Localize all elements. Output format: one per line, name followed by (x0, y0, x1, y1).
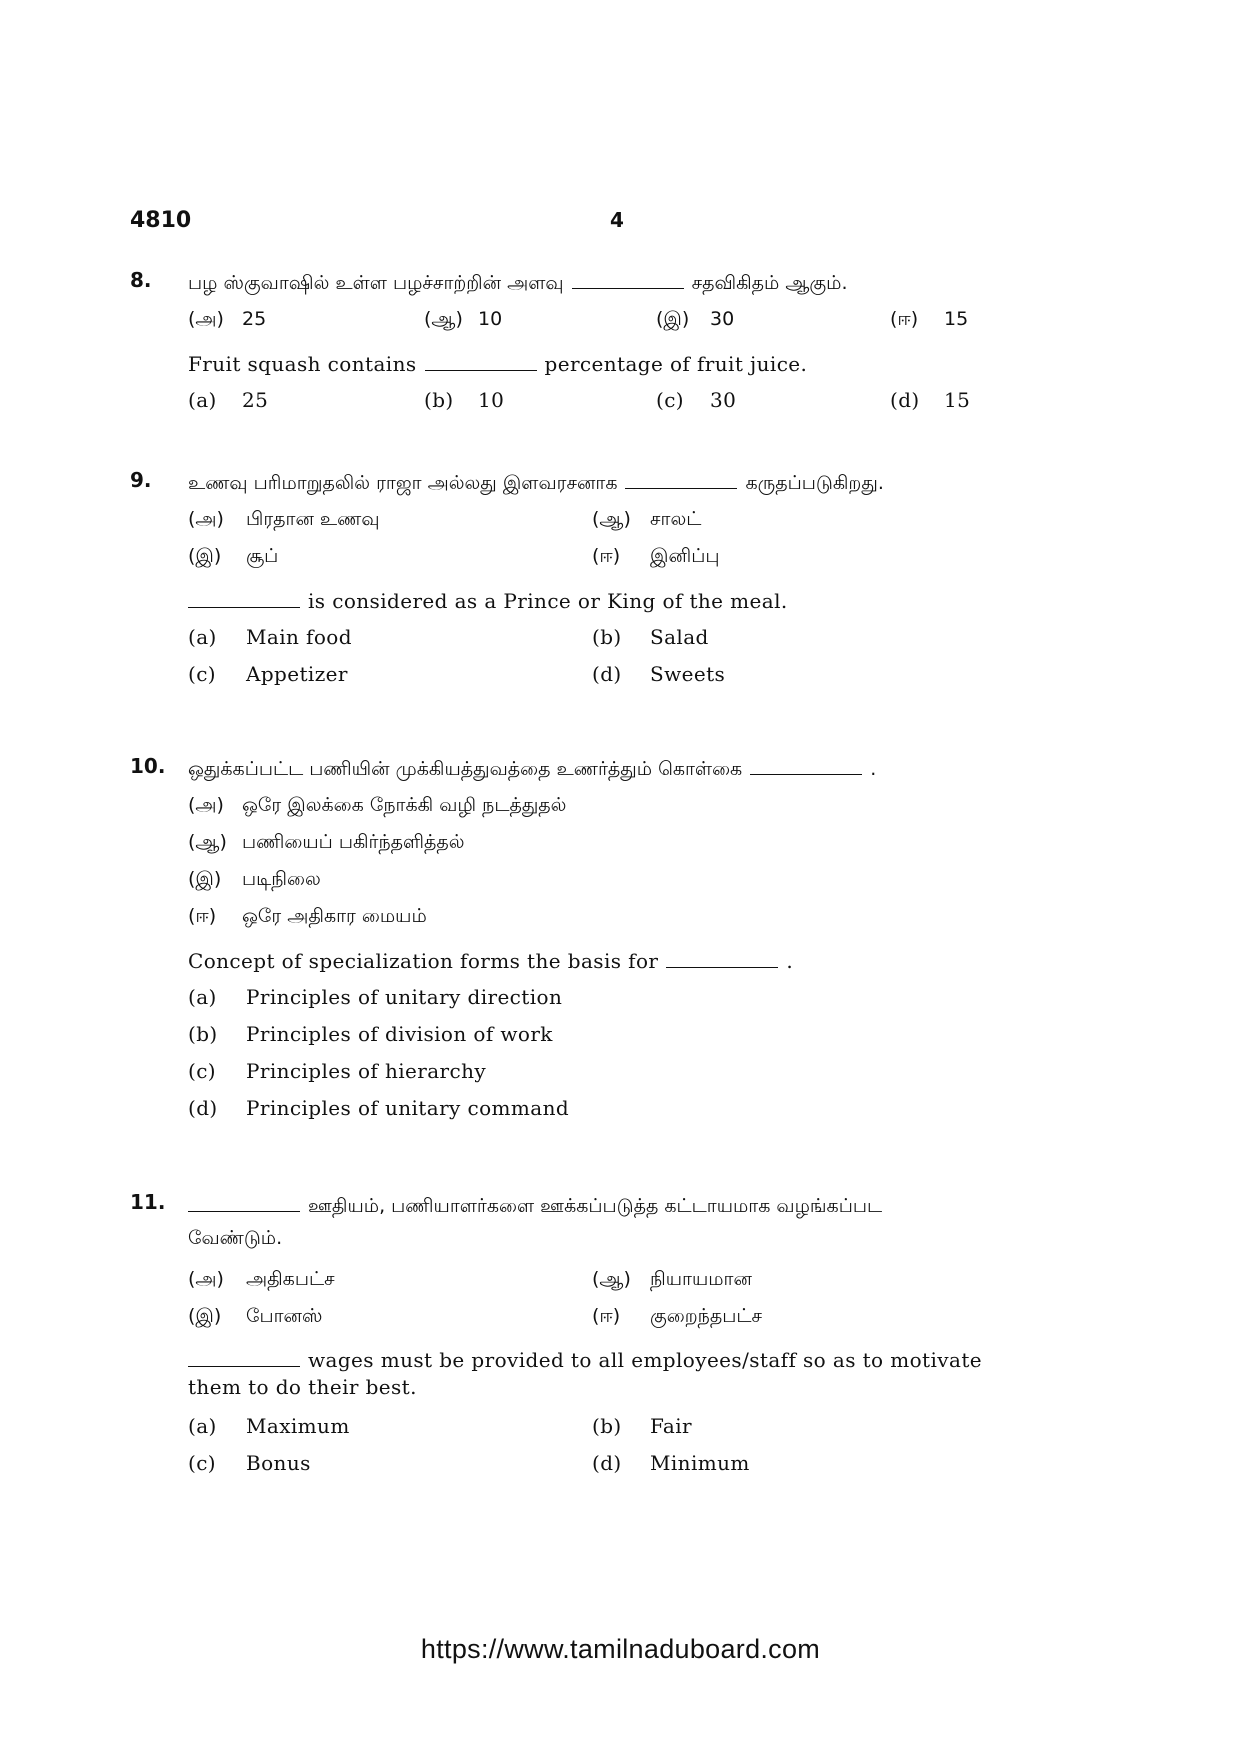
option: (c) Principles of hierarchy (188, 1059, 487, 1083)
question-number: 10. (130, 754, 166, 778)
option: (c) 30 (656, 388, 737, 412)
option: (a) 25 (188, 388, 269, 412)
options-tamil (188, 504, 1060, 578)
option: (a) Principles of unitary direction (188, 985, 563, 1009)
question-11 (130, 1190, 1060, 1493)
question-text-tamil: பழ ஸ்குவாஷில் உள்ள பழச்சாற்றின் அளவு சதவிகிதம் ஆகும். (188, 268, 1060, 298)
option: (ஈ) ஒரே அதிகார மையம் (188, 905, 427, 927)
options-tamil (188, 304, 1060, 341)
option: (d) Sweets (592, 662, 726, 686)
question-text-tamil: ஊதியம், பணியாளர்களை ஊக்கப்படுத்த கட்டாயமாக வழங்கப்பட வேண்டும். (188, 1190, 1060, 1254)
option: (b) Fair (592, 1414, 693, 1438)
options-english (188, 1411, 1060, 1485)
answer-blank (188, 1346, 300, 1367)
option: (b) Principles of division of work (188, 1022, 553, 1046)
option: (அ) ஒரே இலக்கை நோக்கி வழி நடத்துதல் (188, 794, 567, 816)
question-number: 9. (130, 468, 152, 492)
question-9 (130, 468, 1060, 704)
paper-code: 4810 (130, 208, 192, 233)
question-10 (130, 754, 1060, 1138)
question-text-english: Fruit squash contains percentage of fruit juice. (188, 352, 808, 376)
options-english (188, 385, 1060, 422)
option: (ஆ) 10 (424, 308, 503, 330)
option: (ஈ) குறைந்தபட்ச (592, 1305, 763, 1327)
question-number: 11. (130, 1190, 166, 1214)
option: (ஈ) 15 (890, 308, 969, 330)
page-number: 4 (610, 208, 624, 232)
options-english (188, 622, 1060, 696)
question-text-tamil: ஒதுக்கப்பட்ட பணியின் முக்கியத்துவத்தை உணர்த்தும் கொள்கை . (188, 754, 1060, 784)
option: (அ) பிரதான உணவு (188, 508, 380, 530)
answer-blank (572, 268, 684, 289)
option: (d) 15 (890, 388, 971, 412)
question-number: 8. (130, 268, 152, 292)
question-text-english: Concept of specialization forms the basis for . (188, 949, 794, 973)
option: (ஈ) இனிப்பு (592, 545, 720, 567)
option: (இ) சூப் (188, 545, 279, 567)
question-text-english: wages must be provided to all employees/staff so as to motivate them to do their best. (188, 1348, 982, 1399)
option: (அ) 25 (188, 308, 267, 330)
options-tamil (188, 1264, 1060, 1338)
question-8 (130, 268, 1060, 430)
option: (d) Minimum (592, 1451, 750, 1475)
option: (அ) அதிகபட்ச (188, 1268, 335, 1290)
footer-url: https://www.tamilnaduboard.com (420, 1634, 821, 1664)
page-header (130, 208, 1111, 238)
question-text-english: is considered as a Prince or King of the meal. (188, 586, 1060, 616)
option: (c) Appetizer (188, 662, 348, 686)
option: (ஆ) சாலட் (592, 508, 702, 530)
answer-blank (188, 1191, 300, 1212)
option: (a) Maximum (188, 1414, 350, 1438)
option: (d) Principles of unitary command (188, 1096, 570, 1120)
option: (இ) போனஸ் (188, 1305, 323, 1327)
answer-blank (188, 587, 300, 608)
options-english (188, 982, 1060, 1130)
option: (ஆ) பணியைப் பகிர்ந்தளித்தல் (188, 831, 465, 853)
answer-blank (625, 468, 737, 489)
option: (c) Bonus (188, 1451, 311, 1475)
option: (இ) படிநிலை (188, 868, 321, 890)
question-text-tamil: உணவு பரிமாறுதலில் ராஜா அல்லது இளவரசனாக கருதப்படுகிறது. (188, 468, 1060, 498)
answer-blank (750, 754, 862, 775)
answer-blank (666, 947, 778, 968)
answer-blank (425, 350, 537, 371)
options-tamil (188, 790, 1060, 938)
option: (b) Salad (592, 625, 709, 649)
option: (a) Main food (188, 625, 352, 649)
option: (ஆ) நியாயமான (592, 1268, 752, 1290)
option: (b) 10 (424, 388, 505, 412)
option: (இ) 30 (656, 308, 735, 330)
